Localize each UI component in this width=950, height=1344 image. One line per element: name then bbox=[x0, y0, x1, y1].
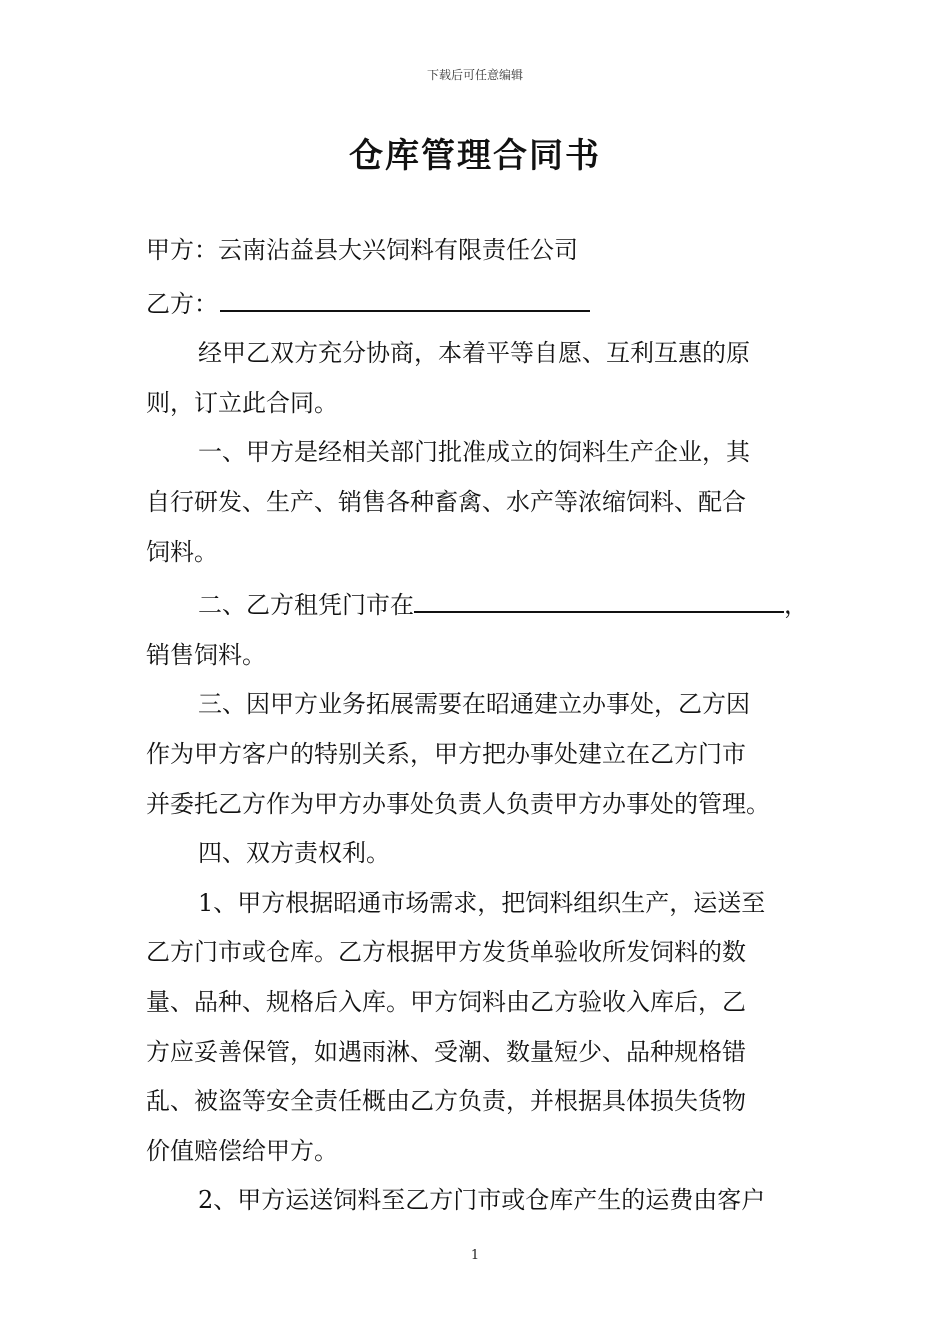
paragraph-line: 乱、被盗等安全责任概由乙方负责，并根据具体损失货物 bbox=[146, 1087, 746, 1116]
paragraph-line: 销售饲料。 bbox=[146, 640, 266, 669]
paragraph-line: 乙方门市或仓库。乙方根据甲方发货单验收所发饲料的数 bbox=[146, 938, 746, 967]
paragraph-line: 方应妥善保管，如遇雨淋、受潮、数量短少、品种规格错 bbox=[146, 1037, 746, 1066]
paragraph-line: 自行研发、生产、销售各种畜禽、水产等浓缩饲料、配合 bbox=[146, 487, 746, 516]
paragraph-line bbox=[146, 577, 806, 631]
paragraph-line: 一、甲方是经相关部门批准成立的饲料生产企业，其 bbox=[198, 438, 750, 467]
document-title: 仓库管理合同书 bbox=[349, 136, 601, 176]
paragraph-line: 价值赔偿给甲方。 bbox=[146, 1136, 338, 1165]
party-a-line: 甲方：云南沾益县大兴饲料有限责任公司 bbox=[146, 236, 578, 264]
paragraph-line: 经甲乙双方充分协商，本着平等自愿、互利互惠的原 bbox=[198, 339, 750, 368]
shop-location-comma: ， bbox=[784, 591, 808, 620]
party-b-blank bbox=[220, 276, 590, 312]
party-b-line bbox=[146, 276, 806, 330]
party-b-label: 乙方： bbox=[146, 289, 218, 318]
paragraph-line: 1、甲方根据昭通市场需求，把饲料组织生产，运送至 bbox=[198, 888, 766, 917]
paragraph-line: 作为甲方客户的特别关系，甲方把办事处建立在乙方门市 bbox=[146, 739, 746, 768]
paragraph-line: 则，订立此合同。 bbox=[146, 388, 338, 417]
page-number: 1 bbox=[470, 1248, 480, 1263]
paragraph-line: 饲料。 bbox=[146, 537, 218, 566]
paragraph-line: 四、双方责权利。 bbox=[198, 839, 390, 868]
header-note: 下载后可任意编辑 bbox=[426, 68, 523, 82]
shop-location-blank bbox=[414, 577, 784, 613]
paragraph-line: 并委托乙方作为甲方办事处负责人负责甲方办事处的管理。 bbox=[146, 789, 770, 818]
contract-body bbox=[146, 226, 806, 1226]
paragraph-line: 2、甲方运送饲料至乙方门市或仓库产生的运费由客户 bbox=[198, 1186, 766, 1215]
shop-location-label: 二、乙方租凭门市在 bbox=[198, 591, 414, 620]
paragraph-line: 三、因甲方业务拓展需要在昭通建立办事处，乙方因 bbox=[198, 690, 750, 719]
paragraph-line: 量、品种、规格后入库。甲方饲料由乙方验收入库后，乙 bbox=[146, 987, 746, 1016]
